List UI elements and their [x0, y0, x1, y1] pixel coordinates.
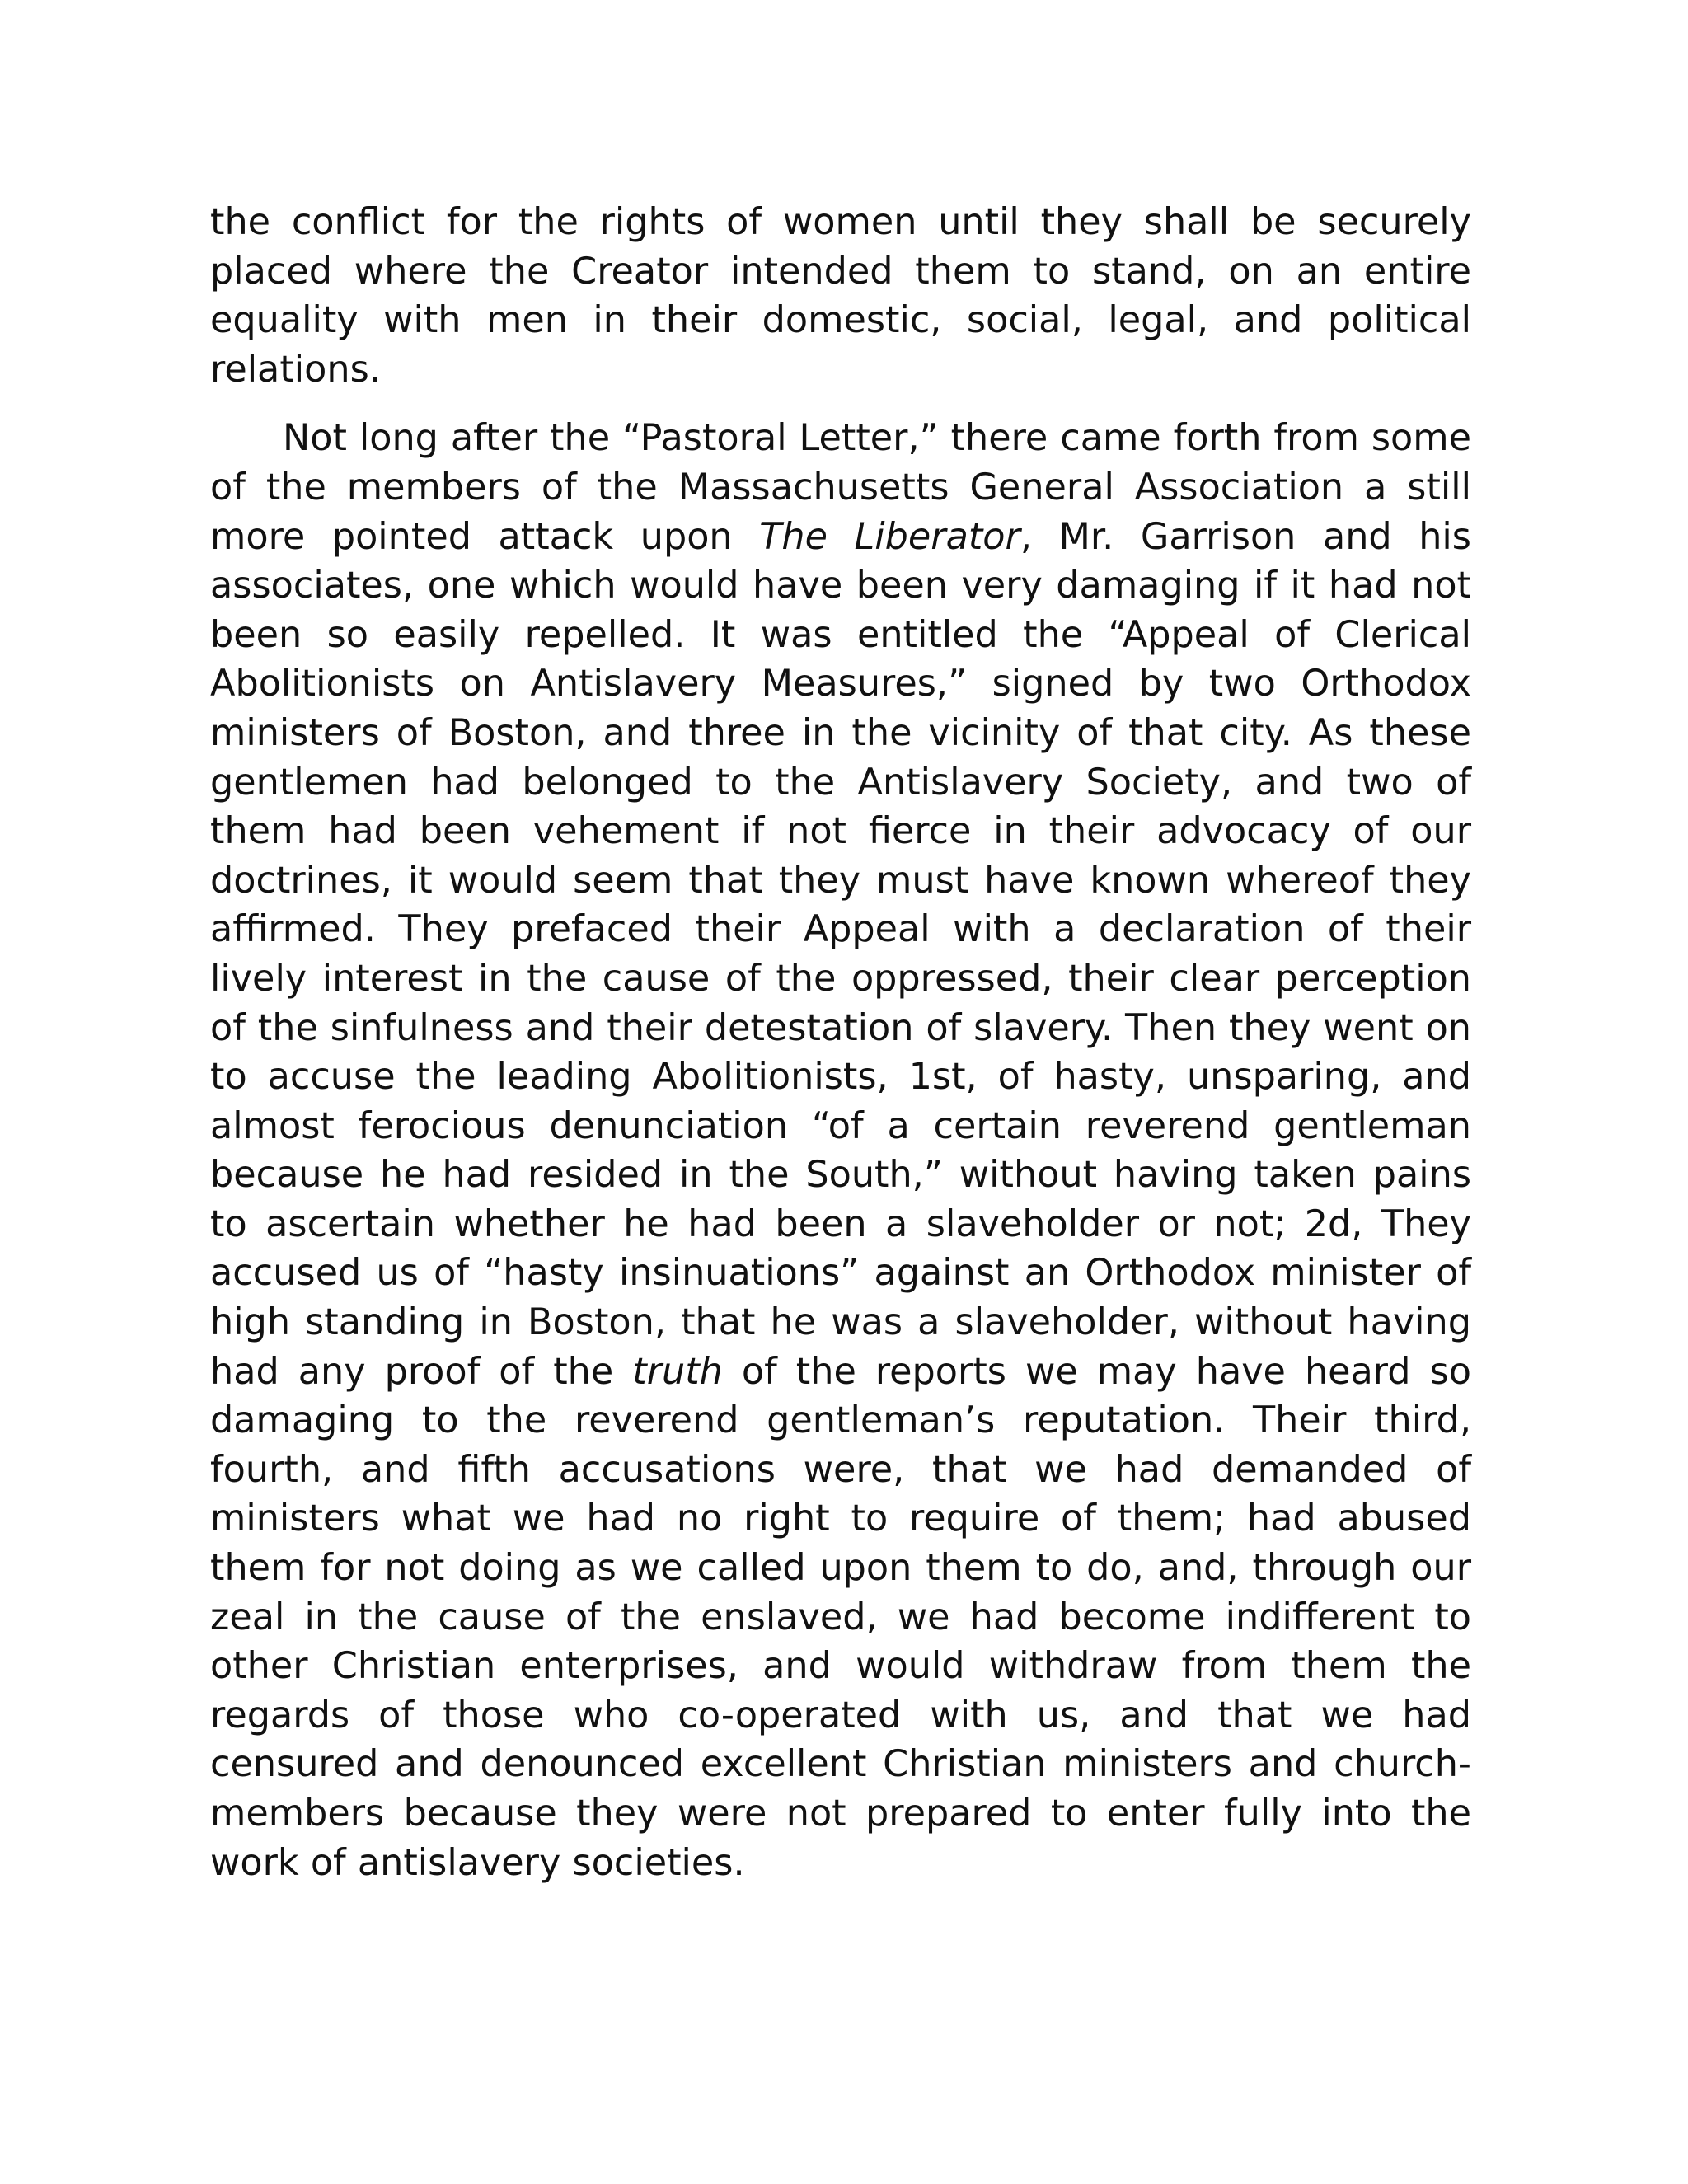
italic-title-liberator: The Liberator	[759, 515, 1020, 558]
paragraph-main-text-2: , Mr. Garrison and his associates, one which would have been very damaging if it had not been so easily repelled. It was entitled the “Appeal of Clerical Abolitionists on Antislavery Measures,” signed by two Orthodox ministers of Boston, and three in the vicinity of that city. As these gentlemen had belonged to the Antislavery Society, and two of them had been vehement if not fierce in their advocacy of our doctrines, it would seem that they must have known whereof they affirmed. They prefaced their Appeal with a declaration of their lively interest in the cause of the oppressed, their clear perception of the sinfulness and their detestation of slavery. Then they went on to accuse the leading Abolitionists, 1st, of hasty, unsparing, and almost ferocious denunciation “of a certain reverend gentleman because he had resided in the South,” without having taken pains to ascertain whether he had been a slaveholder or not; 2d, They accused us of “hasty insinuations” against an Orthodox minister of high standing in Boston, that he was a slaveholder, without having had any proof of the	[210, 515, 1471, 1393]
paragraph-continued: the conflict for the rights of women until they shall be securely placed where the Creator intended them to stand, on an entire equality with men in their domestic, social, legal, and political relations.	[210, 201, 1471, 391]
paragraph-main-text-1: Not long after the “Pastoral Letter,” there came forth from some of the members of the Massachusetts General Association a still more pointed attack upon	[210, 417, 1471, 558]
paragraph-main	[210, 414, 1471, 1887]
paragraph-main-text-3: of the reports we may have heard so damaging to the reverend gentleman’s reputation. Their third, fourth, and fifth accusations were, that we had demanded of ministers what we had no right to require of them; had abused them for not doing as we called upon them to do, and, through our zeal in the cause of the enslaved, we had become indifferent to other Christian enterprises, and would withdraw from them the regards of those who co-operated with us, and that we had censured and denounced excellent Christian ministers and church-members because they were not prepared to enter fully into the work of antislavery societies.	[210, 1350, 1471, 1884]
page-text	[210, 198, 1471, 1887]
italic-word-truth: truth	[632, 1350, 723, 1393]
